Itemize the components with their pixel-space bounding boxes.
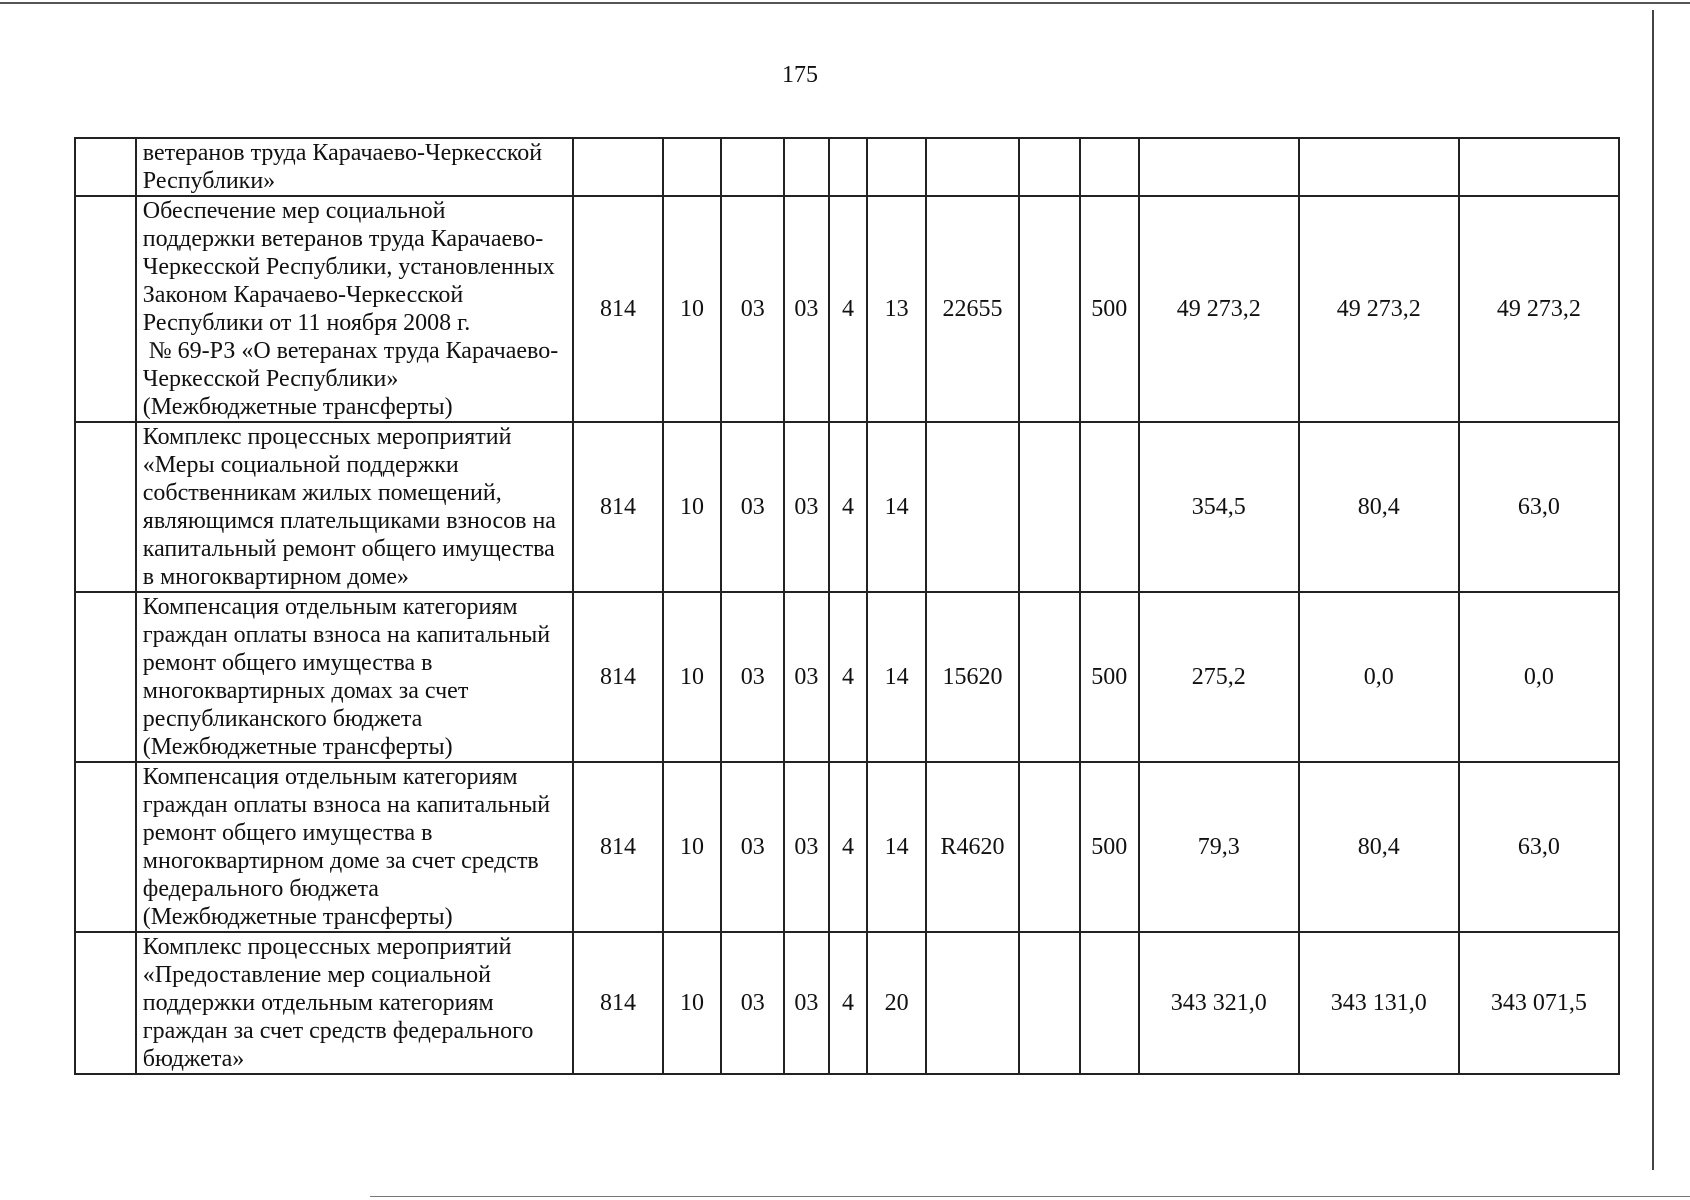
subsection-cell: 03 (721, 592, 784, 762)
target-article-part-3-cell: 13 (867, 196, 926, 422)
expense-type-cell (1080, 422, 1139, 592)
row-number-cell (75, 592, 136, 762)
target-article-part-1-cell: 03 (784, 592, 829, 762)
amount-year-1-cell (1139, 138, 1299, 196)
description-cell (136, 932, 574, 1074)
description-line: Компенсация отдельным категориям (142, 764, 518, 790)
target-article-part-1-cell: 03 (784, 422, 829, 592)
amount-year-2-cell (1299, 138, 1459, 196)
table-row (75, 196, 1619, 422)
table-row (75, 138, 1619, 196)
description-line: Компенсация отдельным категориям (142, 594, 518, 620)
row-number-cell (75, 422, 136, 592)
description-line: граждан оплаты взноса на капитальный (142, 622, 551, 648)
target-article-part-2-cell (829, 138, 867, 196)
description-line: Черкесской Республики» (142, 366, 399, 392)
target-article-part-3-cell: 14 (867, 422, 926, 592)
description-line: Комплекс процессных мероприятий (142, 934, 512, 960)
target-article-part-3-cell (867, 138, 926, 196)
target-article-part-1-cell: 03 (784, 762, 829, 932)
amount-year-1-cell: 49 273,2 (1139, 196, 1299, 422)
grbs-cell: 814 (573, 592, 662, 762)
expense-type-cell (1080, 138, 1139, 196)
section-cell: 10 (663, 932, 722, 1074)
description-line: граждан за счет средств федерального (142, 1018, 534, 1044)
amount-year-2-cell: 49 273,2 (1299, 196, 1459, 422)
description-line: Республики от 11 ноября 2008 г. (142, 310, 471, 336)
grbs-cell: 814 (573, 196, 662, 422)
subsection-cell: 03 (721, 196, 784, 422)
expense-type-cell (1080, 932, 1139, 1074)
amount-year-1-cell: 354,5 (1139, 422, 1299, 592)
amount-year-1-cell: 275,2 (1139, 592, 1299, 762)
expense-type-cell: 500 (1080, 196, 1139, 422)
target-article-part-3-cell: 14 (867, 592, 926, 762)
amount-year-1-cell: 343 321,0 (1139, 932, 1299, 1074)
description-cell (136, 592, 574, 762)
page-number: 175 (782, 62, 818, 88)
row-number-cell (75, 138, 136, 196)
description-cell (136, 422, 574, 592)
subsection-cell: 03 (721, 422, 784, 592)
expense-type-cell: 500 (1080, 592, 1139, 762)
subsection-cell (721, 138, 784, 196)
section-cell: 10 (663, 422, 722, 592)
grbs-cell: 814 (573, 762, 662, 932)
amount-year-3-cell: 343 071,5 (1459, 932, 1619, 1074)
description-line: № 69-РЗ «О ветеранах труда Карачаево- (142, 338, 559, 364)
description-line: поддержки отдельным категориям (142, 990, 494, 1016)
grbs-cell (573, 138, 662, 196)
description-line: Черкесской Республики, установленных (142, 254, 555, 280)
description-line: (Межбюджетные трансферты) (142, 904, 453, 930)
target-article-part-4-cell (926, 138, 1019, 196)
budget-table (74, 137, 1620, 1075)
description-line: поддержки ветеранов труда Карачаево- (142, 226, 544, 252)
target-article-part-2-cell: 4 (829, 932, 867, 1074)
amount-year-2-cell: 343 131,0 (1299, 932, 1459, 1074)
amount-year-3-cell: 49 273,2 (1459, 196, 1619, 422)
target-article-part-5-cell (1019, 422, 1080, 592)
target-article-part-4-cell: R4620 (926, 762, 1019, 932)
description-line: бюджета» (142, 1046, 245, 1072)
description-line: «Предоставление мер социальной (142, 962, 491, 988)
row-number-cell (75, 762, 136, 932)
target-article-part-1-cell: 03 (784, 196, 829, 422)
table-row (75, 592, 1619, 762)
target-article-part-4-cell (926, 422, 1019, 592)
amount-year-1-cell: 79,3 (1139, 762, 1299, 932)
scan-edge-right (1652, 10, 1654, 1170)
description-cell (136, 138, 574, 196)
description-line: ветеранов труда Карачаево-Черкесской (142, 140, 543, 166)
amount-year-2-cell: 80,4 (1299, 762, 1459, 932)
scan-edge-bottom (370, 1196, 1690, 1197)
description-line: (Межбюджетные трансферты) (142, 394, 453, 420)
description-line: республиканского бюджета (142, 706, 423, 732)
description-line: капитальный ремонт общего имущества (142, 536, 555, 562)
section-cell: 10 (663, 762, 722, 932)
target-article-part-3-cell: 14 (867, 762, 926, 932)
description-line: собственникам жилых помещений, (142, 480, 502, 506)
target-article-part-5-cell (1019, 138, 1080, 196)
scan-edge-top (0, 2, 1690, 4)
description-line: Комплекс процессных мероприятий (142, 424, 512, 450)
target-article-part-2-cell: 4 (829, 762, 867, 932)
description-line: ремонт общего имущества в (142, 820, 433, 846)
target-article-part-2-cell: 4 (829, 196, 867, 422)
description-line: (Межбюджетные трансферты) (142, 734, 453, 760)
description-line: многоквартирном доме за счет средств (142, 848, 539, 874)
target-article-part-2-cell: 4 (829, 592, 867, 762)
target-article-part-5-cell (1019, 592, 1080, 762)
amount-year-3-cell: 63,0 (1459, 422, 1619, 592)
target-article-part-4-cell (926, 932, 1019, 1074)
description-line: граждан оплаты взноса на капитальный (142, 792, 551, 818)
description-line: ремонт общего имущества в (142, 650, 433, 676)
section-cell: 10 (663, 196, 722, 422)
row-number-cell (75, 196, 136, 422)
description-cell (136, 196, 574, 422)
amount-year-3-cell (1459, 138, 1619, 196)
description-line: Обеспечение мер социальной (142, 198, 446, 224)
table-row (75, 422, 1619, 592)
target-article-part-4-cell: 22655 (926, 196, 1019, 422)
target-article-part-5-cell (1019, 196, 1080, 422)
target-article-part-5-cell (1019, 762, 1080, 932)
subsection-cell: 03 (721, 762, 784, 932)
target-article-part-1-cell (784, 138, 829, 196)
grbs-cell: 814 (573, 932, 662, 1074)
target-article-part-3-cell: 20 (867, 932, 926, 1074)
description-line: Республики» (142, 168, 276, 194)
section-cell (663, 138, 722, 196)
table-row (75, 762, 1619, 932)
description-line: являющимся плательщиками взносов на (142, 508, 556, 534)
amount-year-3-cell: 63,0 (1459, 762, 1619, 932)
table-row (75, 932, 1619, 1074)
amount-year-3-cell: 0,0 (1459, 592, 1619, 762)
row-number-cell (75, 932, 136, 1074)
amount-year-2-cell: 80,4 (1299, 422, 1459, 592)
description-line: в многоквартирном доме» (142, 564, 409, 590)
target-article-part-4-cell: 15620 (926, 592, 1019, 762)
target-article-part-5-cell (1019, 932, 1080, 1074)
section-cell: 10 (663, 592, 722, 762)
subsection-cell: 03 (721, 932, 784, 1074)
expense-type-cell: 500 (1080, 762, 1139, 932)
description-line: Законом Карачаево-Черкесской (142, 282, 464, 308)
budget-table-body (75, 138, 1619, 1074)
target-article-part-1-cell: 03 (784, 932, 829, 1074)
description-line: многоквартирных домах за счет (142, 678, 469, 704)
description-cell (136, 762, 574, 932)
grbs-cell: 814 (573, 422, 662, 592)
description-line: федерального бюджета (142, 876, 379, 902)
description-line: «Меры социальной поддержки (142, 452, 459, 478)
target-article-part-2-cell: 4 (829, 422, 867, 592)
amount-year-2-cell: 0,0 (1299, 592, 1459, 762)
